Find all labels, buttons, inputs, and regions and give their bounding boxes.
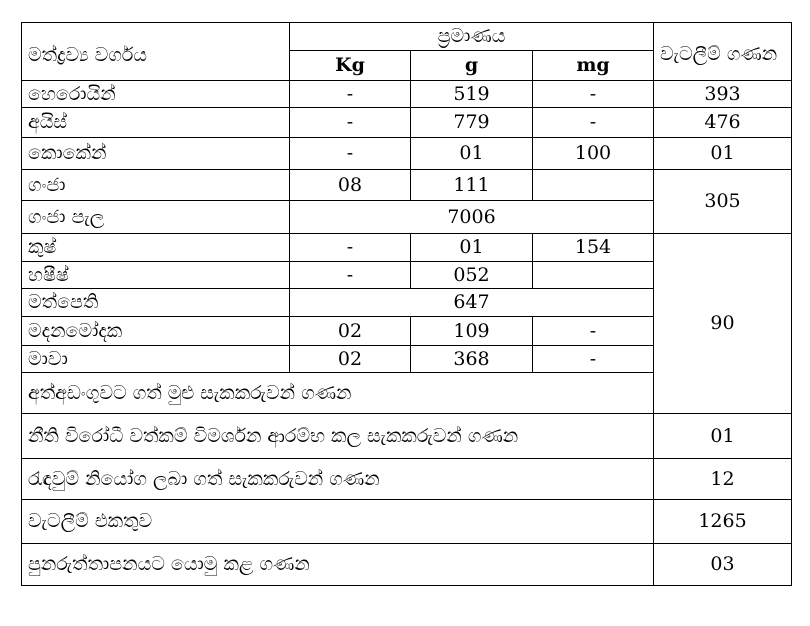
drug-name: හෙරොයින්	[22, 81, 290, 108]
drug-name: මාවා	[22, 346, 290, 373]
kg-value: -	[290, 138, 411, 170]
summary-label: නීති විරෝධී වත්කම් විමර්ශන ආරම්භ කල සැකකරුවන් ගණන	[22, 414, 654, 459]
mg-value: -	[533, 81, 654, 108]
summary-label: පුනරුත්තාපනයට යොමු කළ ගණන	[22, 544, 654, 586]
mg-value: -	[533, 317, 654, 346]
drug-name: කොකේන්	[22, 138, 290, 170]
mg-value	[533, 170, 654, 201]
drug-name: ගංජා	[22, 170, 290, 201]
drug-name: ගංජා පැල	[22, 201, 290, 234]
table-row	[22, 138, 792, 170]
g-value: 368	[411, 346, 533, 373]
summary-label: රැඳවුම් නියෝග ලබා ගත් සැකකරුවන් ගණන	[22, 459, 654, 500]
kg-value: -	[290, 81, 411, 108]
summary-row	[22, 544, 792, 586]
header-arrests: වැටලීම් ගණන	[654, 23, 792, 81]
table-row	[22, 170, 792, 201]
combined-quantity: 647	[290, 289, 654, 317]
g-value: 779	[411, 108, 533, 138]
g-value: 052	[411, 262, 533, 289]
combined-quantity: 7006	[290, 201, 654, 234]
summary-row	[22, 414, 792, 459]
summary-label: අත්අඩංගුවට ගත් මුළු සැකකරුවන් ගණන	[22, 373, 654, 414]
mg-value: -	[533, 108, 654, 138]
arrest-count-kush-group: 90	[654, 234, 792, 414]
mg-value: 100	[533, 138, 654, 170]
summary-row	[22, 459, 792, 500]
kg-value: -	[290, 108, 411, 138]
unit-kg: Kg	[290, 51, 411, 81]
arrest-count: 01	[654, 138, 792, 170]
mg-value: -	[533, 346, 654, 373]
drug-name: අයිස්	[22, 108, 290, 138]
arrest-count-ganja-group: 305	[654, 170, 792, 234]
mg-value	[533, 262, 654, 289]
drug-name: හෂීෂ්	[22, 262, 290, 289]
drug-name: කුෂ්	[22, 234, 290, 262]
g-value: 01	[411, 138, 533, 170]
kg-value: -	[290, 262, 411, 289]
mg-value: 154	[533, 234, 654, 262]
arrest-count: 476	[654, 108, 792, 138]
table-row	[22, 81, 792, 108]
header-row	[22, 23, 792, 51]
kg-value: 02	[290, 346, 411, 373]
header-category: මත්ද්‍රව්‍ය වර්ගය	[22, 23, 290, 81]
summary-value: 03	[654, 544, 792, 586]
header-quantity: ප්‍රමාණය	[290, 23, 654, 51]
unit-mg: mg	[533, 51, 654, 81]
summary-label: වැටලීම් එකතුව	[22, 500, 654, 544]
unit-g: g	[411, 51, 533, 81]
summary-value: 01	[654, 414, 792, 459]
g-value: 111	[411, 170, 533, 201]
arrest-count: 393	[654, 81, 792, 108]
g-value: 01	[411, 234, 533, 262]
summary-value: 1265	[654, 500, 792, 544]
table-row	[22, 108, 792, 138]
drug-seizure-table	[21, 22, 792, 586]
table-row	[22, 234, 792, 262]
kg-value: 02	[290, 317, 411, 346]
kg-value: 08	[290, 170, 411, 201]
summary-value: 12	[654, 459, 792, 500]
drug-name: මදනමෝදක	[22, 317, 290, 346]
summary-row	[22, 500, 792, 544]
g-value: 519	[411, 81, 533, 108]
drug-name: මත්පෙති	[22, 289, 290, 317]
g-value: 109	[411, 317, 533, 346]
kg-value: -	[290, 234, 411, 262]
